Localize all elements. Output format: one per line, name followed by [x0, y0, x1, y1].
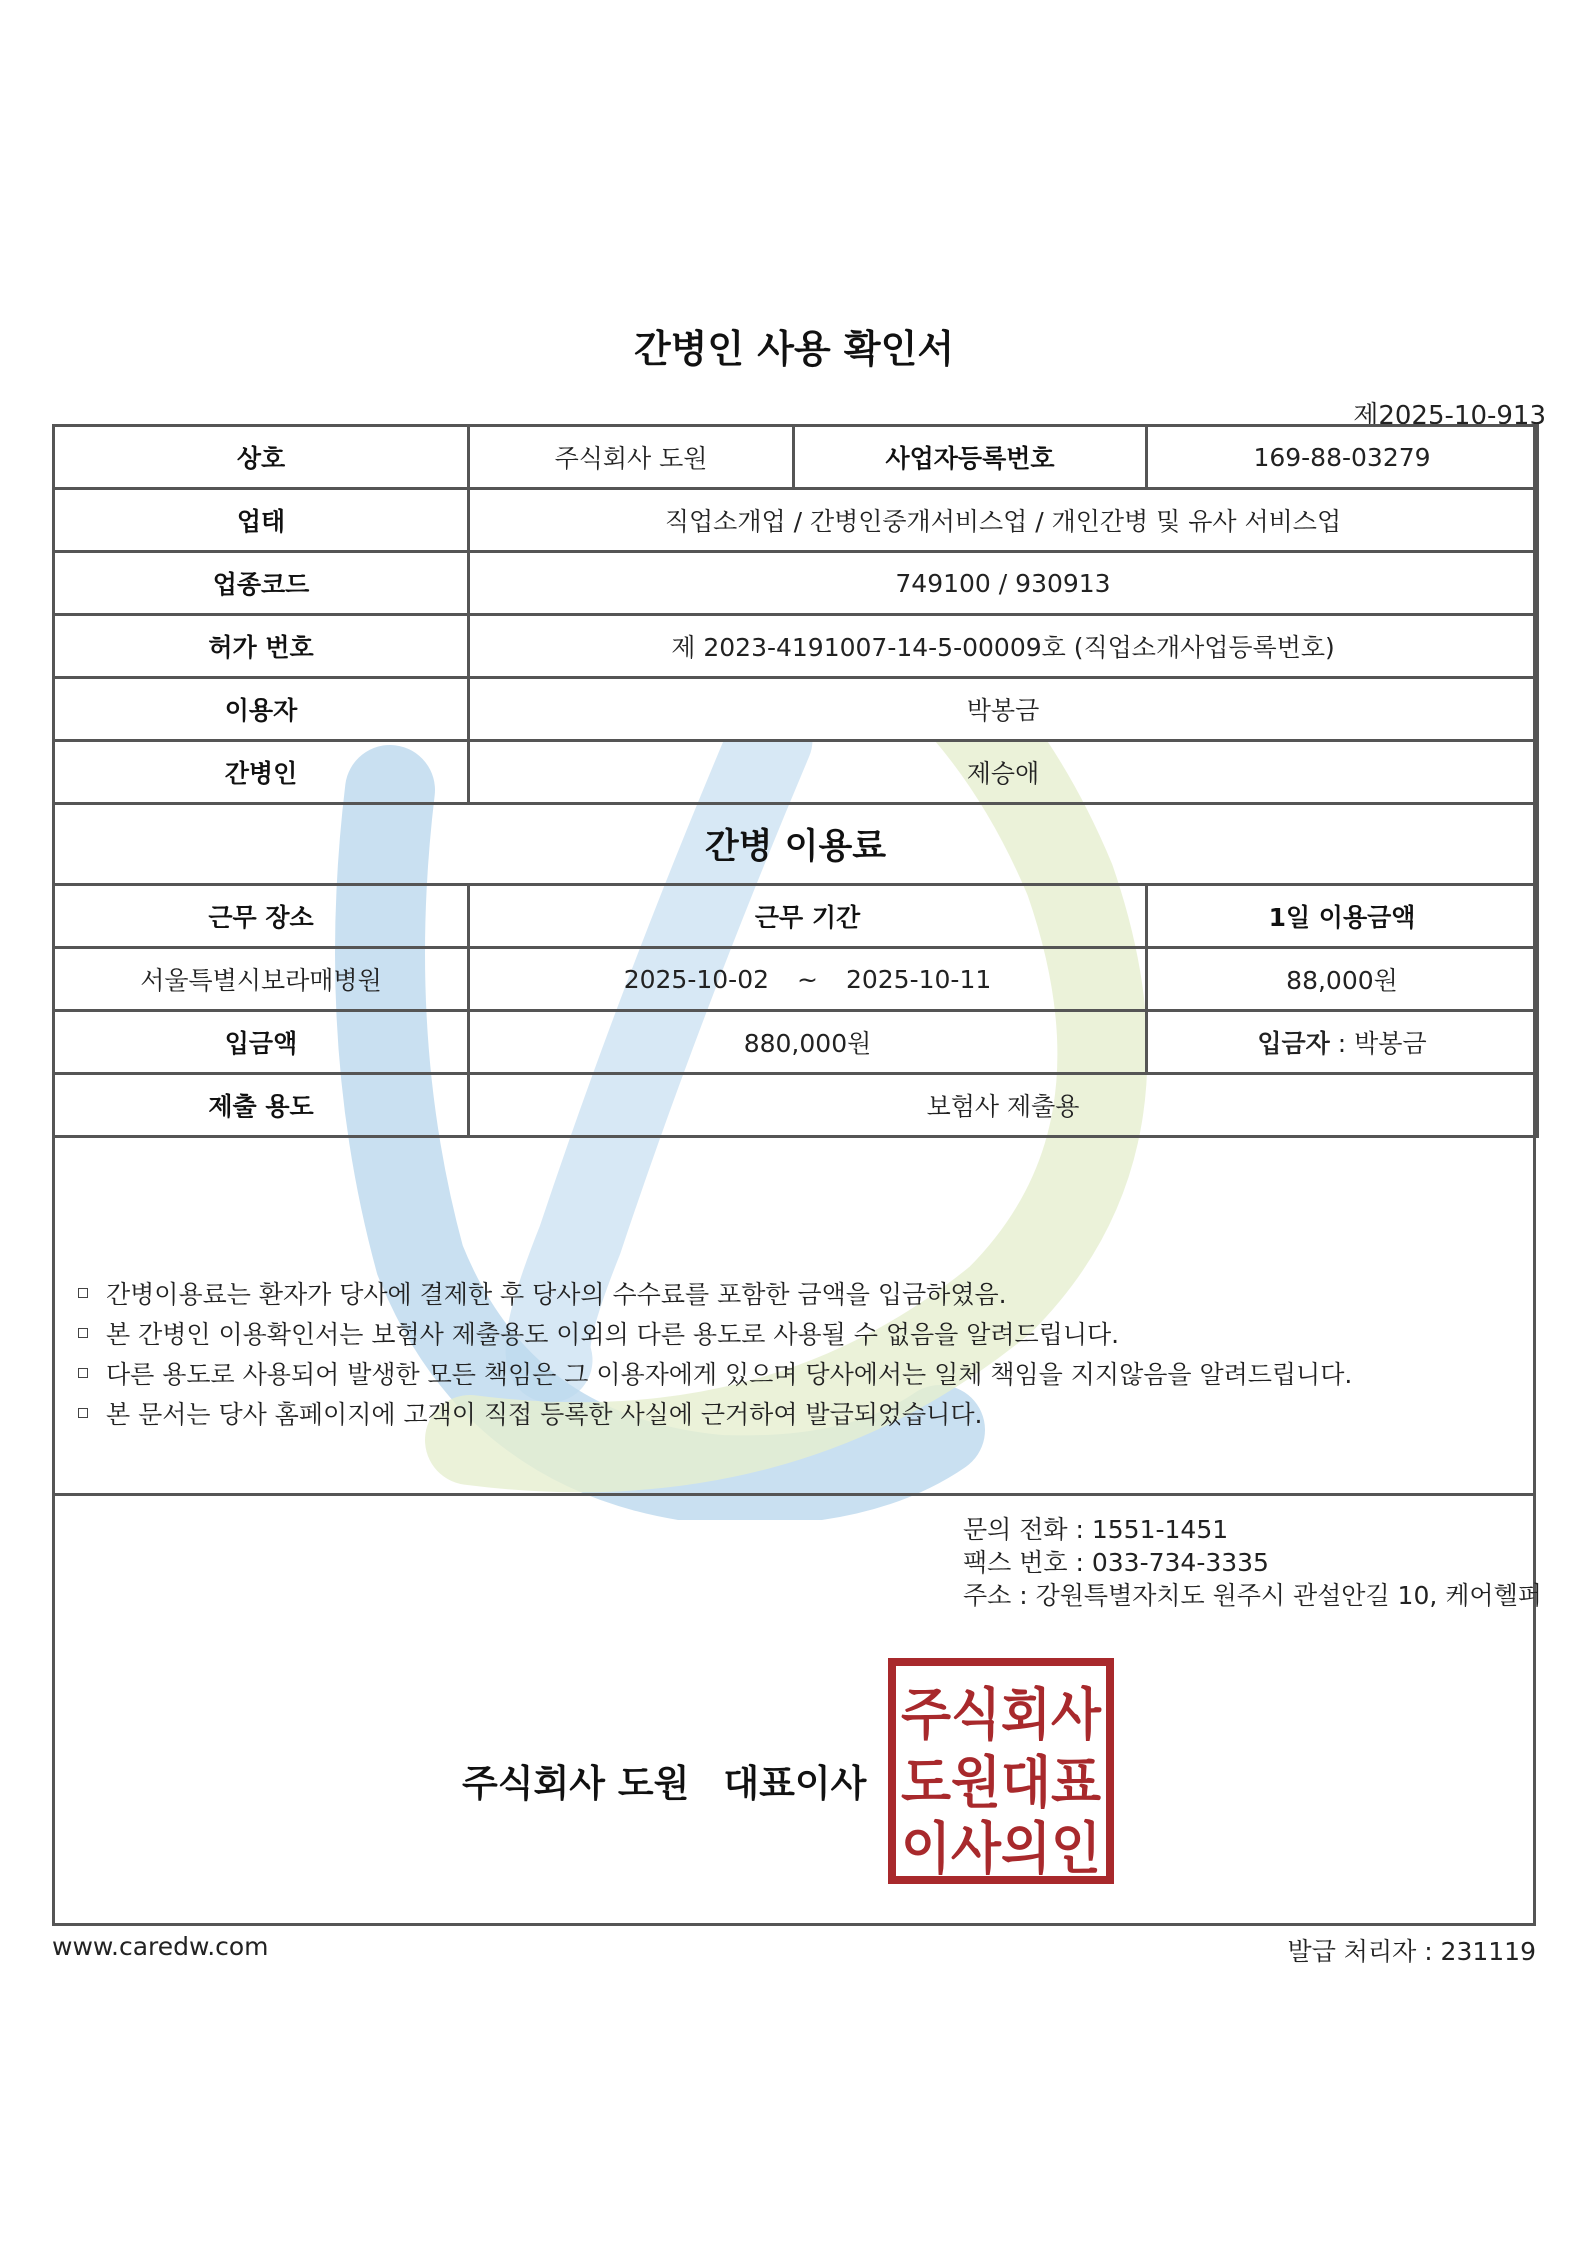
row-industry-code	[54, 552, 1538, 615]
place-value: 서울특별시보라매병원	[54, 948, 469, 1011]
square-bullet-icon	[78, 1368, 88, 1378]
place-label: 근무 장소	[54, 885, 469, 948]
row-fee-values	[54, 948, 1538, 1011]
document-title: 간병인 사용 확인서	[633, 327, 955, 371]
company-seal-stamp	[888, 1658, 1114, 1884]
square-bullet-icon	[78, 1328, 88, 1338]
period-start: 2025-10-02	[623, 964, 770, 994]
footer-website: www.caredw.com	[52, 1932, 269, 1961]
daily-amount-value: 88,000원	[1147, 948, 1538, 1011]
company-label: 상호	[54, 426, 469, 489]
caregiver-label: 간병인	[54, 741, 469, 804]
period-end: 2025-10-11	[845, 964, 992, 994]
row-permit	[54, 615, 1538, 678]
row-business-type	[54, 489, 1538, 552]
svg-text:이사의인: 이사의인	[901, 1817, 1101, 1882]
square-bullet-icon	[78, 1288, 88, 1298]
deposit-label: 입금액	[54, 1011, 469, 1074]
svg-text:주식회사: 주식회사	[901, 1683, 1102, 1748]
row-company	[54, 426, 1538, 489]
document-number: 제2025-10-913	[1353, 401, 1546, 431]
note-item: 간병이용료는 환자가 당사에 결제한 후 당사의 수수료를 포함한 금액을 입금하였음.	[78, 1275, 1352, 1315]
divider	[52, 1493, 1536, 1496]
row-deposit	[54, 1011, 1538, 1074]
permit-value: 제 2023-4191007-14-5-00009호 (직업소개사업등록번호)	[469, 615, 1538, 678]
note-item: 본 문서는 당사 홈페이지에 고객이 직접 등록한 사실에 근거하여 발급되었습니다.	[78, 1395, 1352, 1435]
business-type-label: 업태	[54, 489, 469, 552]
notes-list	[78, 1275, 1352, 1435]
row-fee-title	[54, 804, 1538, 885]
user-label: 이용자	[54, 678, 469, 741]
svg-text:도원대표: 도원대표	[901, 1751, 1101, 1816]
contact-phone: 문의 전화 : 1551-1451	[963, 1515, 1229, 1544]
caregiver-value: 제승애	[469, 741, 1538, 804]
note-item: 다른 용도로 사용되어 발생한 모든 책임은 그 이용자에게 있으며 당사에서는 일체 책임을 지지않음을 알려드립니다.	[78, 1355, 1352, 1395]
industry-code-value: 749100 / 930913	[469, 552, 1538, 615]
row-fee-headers	[54, 885, 1538, 948]
depositor-label: 입금자	[1257, 1029, 1330, 1058]
purpose-value: 보험사 제출용	[469, 1074, 1538, 1137]
deposit-value: 880,000원	[469, 1011, 1147, 1074]
bizreg-label: 사업자등록번호	[794, 426, 1147, 489]
signer	[462, 1753, 866, 1807]
permit-label: 허가 번호	[54, 615, 469, 678]
period-separator: ~	[797, 964, 818, 994]
period-value	[469, 948, 1147, 1011]
contact-fax: 팩스 번호 : 033-734-3335	[963, 1548, 1269, 1577]
signer-title: 대표이사	[723, 1762, 867, 1805]
info-table	[52, 424, 1539, 1138]
contact-info	[963, 1513, 1542, 1612]
depositor-value: 박봉금	[1354, 1029, 1427, 1058]
note-item: 본 간병인 이용확인서는 보험사 제출용도 이외의 다른 용도로 사용될 수 없음을 알려드립니다.	[78, 1315, 1352, 1355]
daily-amount-label: 1일 이용금액	[1147, 885, 1538, 948]
industry-code-label: 업종코드	[54, 552, 469, 615]
signer-company: 주식회사 도원	[462, 1762, 690, 1805]
purpose-label: 제출 용도	[54, 1074, 469, 1137]
period-label: 근무 기간	[469, 885, 1147, 948]
depositor-cell	[1147, 1011, 1538, 1074]
contact-address: 주소 : 강원특별자치도 원주시 관설안길 10, 케어헬퍼	[963, 1581, 1542, 1610]
row-purpose	[54, 1074, 1538, 1137]
row-caregiver	[54, 741, 1538, 804]
depositor-colon: :	[1329, 1029, 1355, 1058]
fee-section-title: 간병 이용료	[54, 804, 1538, 885]
row-user	[54, 678, 1538, 741]
bizreg-value: 169-88-03279	[1147, 426, 1538, 489]
footer-issuer: 발급 처리자 : 231119	[1287, 1937, 1536, 1966]
user-value: 박봉금	[469, 678, 1538, 741]
company-value: 주식회사 도원	[469, 426, 794, 489]
business-type-value: 직업소개업 / 간병인중개서비스업 / 개인간병 및 유사 서비스업	[469, 489, 1538, 552]
square-bullet-icon	[78, 1408, 88, 1418]
